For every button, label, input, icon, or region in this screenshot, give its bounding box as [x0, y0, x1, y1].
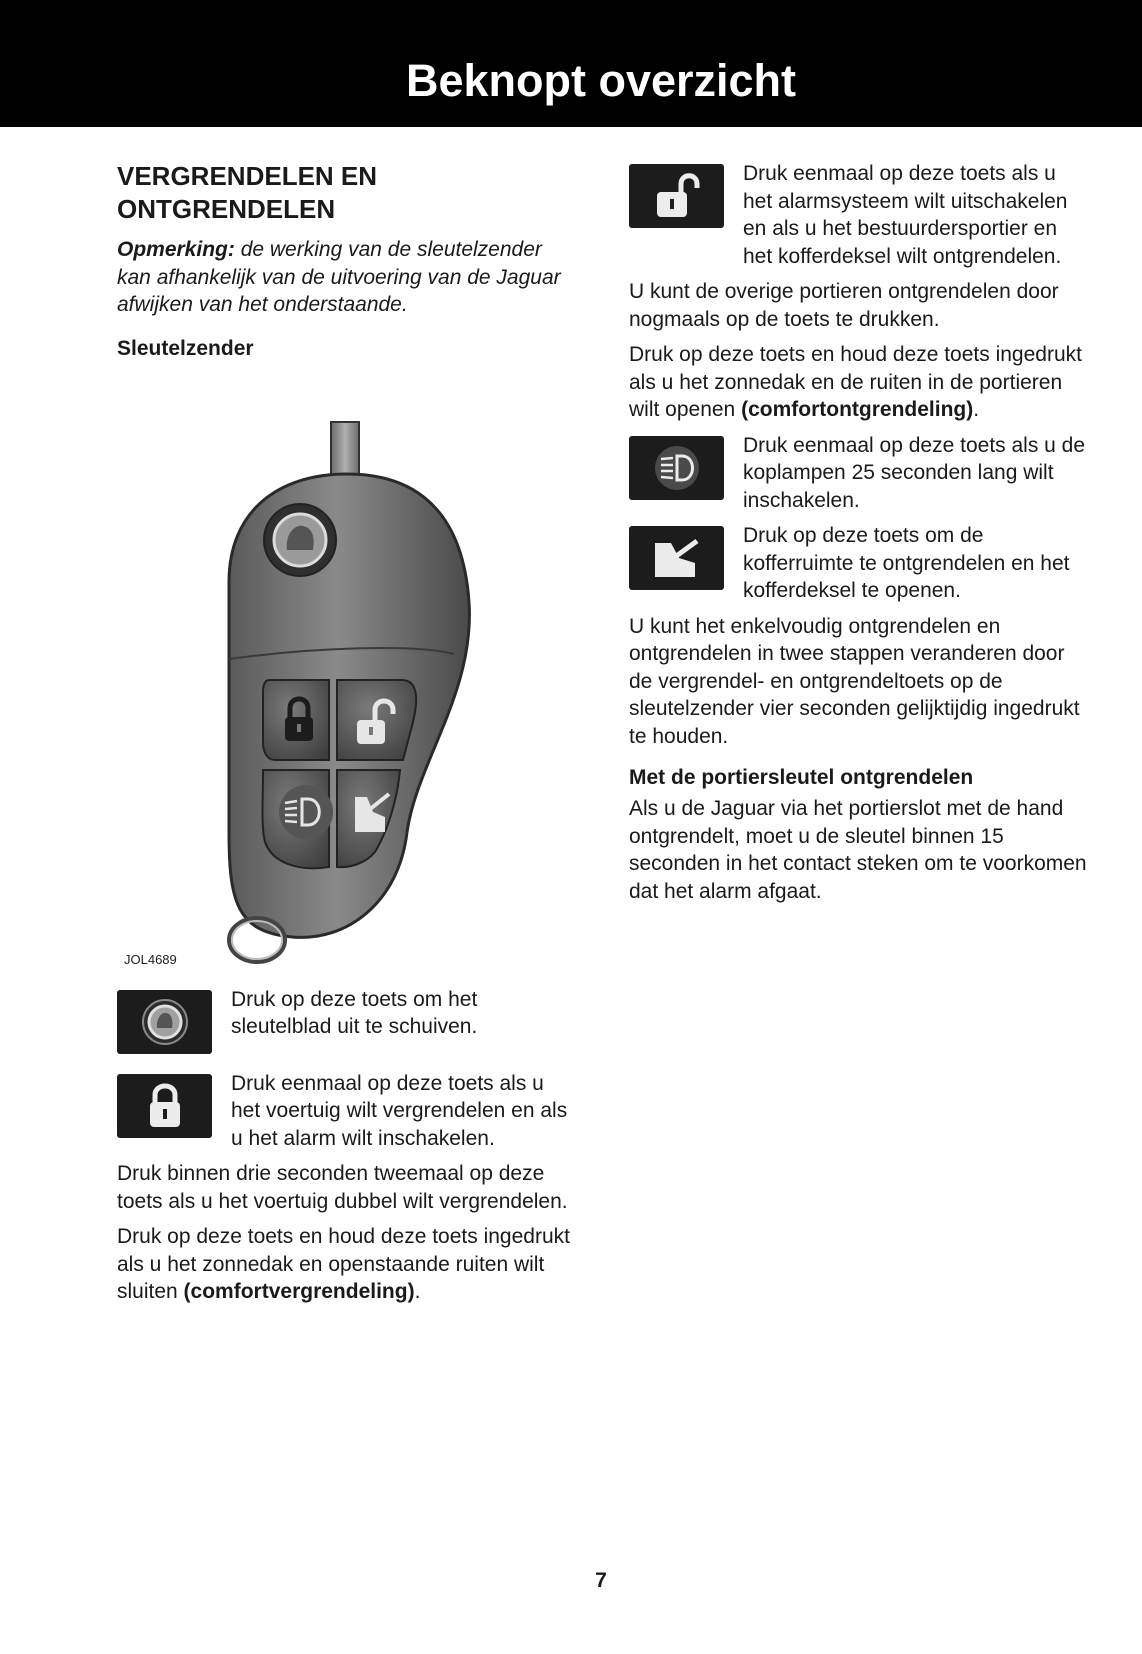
headlight-icon — [647, 443, 707, 493]
comfort-lock-term: (comfortvergrendeling) — [183, 1280, 415, 1303]
section-heading: VERGRENDELEN EN ONTGRENDELEN — [117, 161, 378, 224]
page-title: Beknopt overzicht — [405, 55, 797, 106]
jaguar-emblem-icon — [135, 992, 195, 1052]
emblem-button-description: Druk op deze toets om het sleutelblad uit te schuiven. — [231, 987, 478, 1038]
note-paragraph — [117, 236, 577, 319]
unlock-button-icon-box — [629, 164, 724, 228]
unlock-icon — [653, 171, 701, 221]
two-stage-paragraph: U kunt het enkelvoudig ontgrendelen en ontgrendelen in twee stappen veranderen door de vergrendel- en ontgrendeltoets op de sleutelzender vier seconden gelijktijdig ingedrukt te houden. — [629, 614, 1080, 748]
page-number: 7 — [595, 1569, 607, 1592]
comfort-unlock-term: (comfortontgrendeling) — [741, 398, 974, 421]
trunk-button-icon-box — [629, 526, 724, 590]
trunk-icon — [647, 533, 707, 583]
comfort-lock-paragraph: Druk op deze toets en houd deze toets ingedrukt als u het zonnedak en openstaande ruiten wilt sluiten (comfortvergrendeling). — [117, 1225, 570, 1303]
headlight-button-icon-box — [629, 436, 724, 500]
key-fob-figure — [117, 362, 577, 972]
lock-icon — [145, 1081, 185, 1131]
icon-row-lock — [117, 1070, 577, 1153]
right-column — [629, 160, 1089, 913]
double-lock-paragraph: Druk binnen drie seconden tweemaal op deze toets als u het voertuig dubbel wilt vergrendelen. — [117, 1162, 568, 1213]
icon-row-trunk — [629, 522, 1089, 605]
icon-row-unlock — [629, 160, 1089, 270]
lock-button-icon-box — [117, 1074, 212, 1138]
lock-button-description: Druk eenmaal op deze toets als u het voertuig wilt vergrendelen en als u het alarm wilt inschakelen. — [231, 1071, 568, 1150]
other-doors-paragraph: U kunt de overige portieren ontgrendelen door nogmaals op de toets te drukken. — [629, 280, 1059, 331]
figure-caption: JOL4689 — [124, 951, 177, 967]
unlock-button-description: Druk eenmaal op deze toets als u het alarmsysteem wilt uitschakelen en als u het bestuurdersportier en het kofferdeksel wilt ontgrendelen. — [743, 162, 1068, 268]
page-header — [0, 0, 1142, 127]
subheading-key-transmitter: Sleutelzender — [117, 336, 254, 360]
subheading-door-key: Met de portiersleutel ontgrendelen — [629, 766, 974, 789]
icon-row-lights — [629, 432, 1089, 515]
headlight-icon — [279, 785, 333, 839]
trunk-button-description: Druk op deze toets om de kofferruimte te ontgrendelen en het kofferdeksel te openen. — [743, 524, 1070, 602]
icon-row-emblem — [117, 986, 577, 1050]
note-label: Opmerking: — [117, 238, 235, 261]
note-text: de werking van de sleutelzender kan afhankelijk van de uitvoering van de Jaguar afwijken van het onderstaande. — [117, 238, 561, 316]
headlight-button-description: Druk eenmaal op deze toets als u de koplampen 25 seconden lang wilt inschakelen. — [743, 433, 1086, 512]
key-fob-illustration — [117, 362, 577, 972]
comfort-unlock-paragraph: Druk op deze toets en houd deze toets ingedrukt als u het zonnedak en de ruiten in de portieren wilt openen (comfortontgrendeling). — [629, 343, 1082, 421]
emblem-button-icon-box — [117, 990, 212, 1054]
left-column — [117, 160, 577, 1314]
door-key-paragraph: Als u de Jaguar via het portierslot met de hand ontgrendelt, moet u de sleutel binnen 15 seconden in het contact steken om te voorkomen dat het alarm afgaat. — [629, 797, 1087, 903]
